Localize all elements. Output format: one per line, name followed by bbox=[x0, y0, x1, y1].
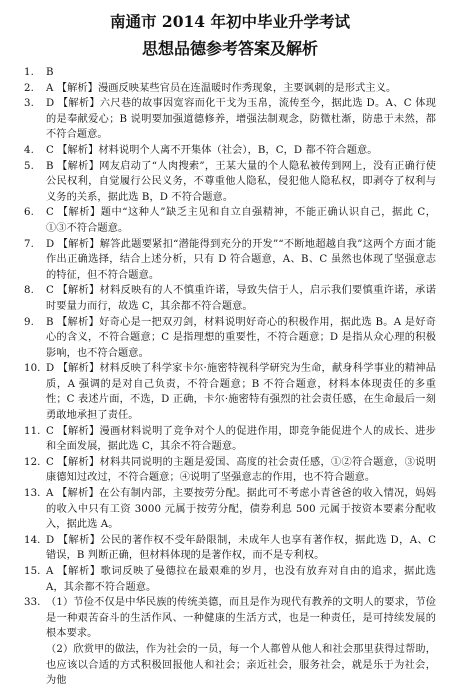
answer-item bbox=[24, 361, 436, 423]
answer-item bbox=[24, 81, 436, 97]
answer-number: 5. bbox=[24, 160, 34, 172]
answer-item bbox=[24, 96, 436, 143]
answer-text: D 【解析】材料反映了科学家卡尔·施密特视科学研究为生命，献身科学事业的精神品质，A 强调的是对自己负责，不符合题意；B 不符合题意，材料本体现责任的多重性；C 表述片面，不选，D 正确，卡尔·施密特有强烈的社会责任感，在生命最后一刻勇敢地承担了责任。 bbox=[46, 363, 436, 422]
answer-text-block bbox=[46, 595, 436, 689]
answer-number: 2. bbox=[24, 82, 34, 94]
answer-text: C 【解析】材料共同说明的主题是爱国、高度的社会责任感，①②符合题意，③说明康德知过改过，不符合题意；④说明了坚强意志的作用，也不符合题意。 bbox=[46, 456, 436, 484]
answer-text: D 【解析】公民的著作权不受年龄限制，未成年人也享有著作权，据此选 D，A、C 错误，B 判断正确，但材料体现的是著作权，而不是专利权。 bbox=[46, 534, 436, 562]
answer-number: 7. bbox=[24, 238, 34, 250]
answer-item bbox=[24, 283, 436, 314]
answer-text-continued: （2）欣赏甲的做法，作为社会的一员，每一个人都曾从他人和社会那里获得过帮助，也应该以合适的方式积极回报他人和社会；亲近社会，服务社会，就是乐于为社会，为他 bbox=[46, 643, 436, 687]
answer-text: A 【解析】歌词反映了曼德拉在最艰难的岁月，也没有放弃对自由的追求，据此选 A，其余都不符合题意。 bbox=[46, 566, 436, 593]
answer-number: 11. bbox=[24, 425, 41, 437]
answer-item bbox=[24, 205, 436, 236]
answer-number: 8. bbox=[24, 285, 34, 297]
answer-text: C 【解析】漫画材料说明了竞争对个人的促进作用，即竞争能促进个人的成长、进步和全面发展，据此选 C，其余不符合题意。 bbox=[46, 425, 436, 453]
answer-number: 9. bbox=[24, 316, 34, 328]
answer-item bbox=[24, 486, 436, 533]
answer-text: D 【解析】解答此题要紧扣“潜能得到充分的开发”“不断地超越自我”这两个方面才能作出正确选择，结合上述分析，只有 D 符合题意，A、B、C 虽然也体现了坚强意志的特征，但不符合题意。 bbox=[46, 238, 436, 281]
answer-number: 15. bbox=[24, 566, 41, 577]
document-title: 南通市 2014 年初中毕业升学考试 bbox=[110, 12, 350, 31]
answer-item bbox=[24, 595, 436, 689]
answer-item bbox=[24, 315, 436, 362]
answer-number: 4. bbox=[24, 144, 34, 156]
answer-text: A 【解析】在公有制内部，主要按劳分配。据此可不考虑小青爸爸的收入情况，妈妈的收入中只有工资 3000 元属于按劳分配，债券利息 500 元属于按资本要素分配收入，据此选 A。 bbox=[46, 488, 436, 531]
answer-number: 6. bbox=[24, 207, 34, 219]
answer-text: B 【解析】好奇心是一把双刃剑，材料说明好奇心的积极作用，据此选 B。A 是好奇心的含义，不符合题意；C 是指理想的重要性，不符合题意；D 是指从众心理的积极影响，也不符合题意。 bbox=[46, 316, 436, 359]
answer-number: 12. bbox=[24, 456, 41, 468]
answer-number: 3. bbox=[24, 98, 34, 110]
answer-text: C 【解析】题中“这种人”缺乏主见和自立自强精神，不能正确认识自己，据此 C，①③不符合题意。 bbox=[46, 207, 436, 234]
answer-list bbox=[24, 65, 436, 689]
answer-item bbox=[24, 424, 436, 455]
answer-item bbox=[24, 237, 436, 284]
answer-item bbox=[24, 143, 436, 159]
document-subtitle: 思想品德参考答案及解析 bbox=[141, 39, 318, 58]
answer-text: B bbox=[46, 67, 54, 78]
answer-number: 10. bbox=[24, 363, 41, 375]
answer-item bbox=[24, 159, 436, 206]
answer-text: C 【解析】材料反映有的人不慎重许诺，导致失信于人，启示我们要慎重许诺，承诺时要量力而行，故选 C，其余都不符合题意。 bbox=[46, 285, 436, 312]
answer-number: 13. bbox=[24, 488, 41, 500]
answer-text: D 【解析】六尺巷的故事因宽容而化干戈为玉帛，流传至今，据此选 D。A、C 体现的是奉献爱心；B 说明要加强道德修养，增强法制观念，防微杜渐，防患于未然，都不符合题意。 bbox=[46, 98, 436, 141]
answer-item bbox=[24, 455, 436, 486]
answer-text: （1）节俭不仅是中华民族的传统美德，而且是作为现代有教养的文明人的要求，节俭是一种艰苦奋斗的生活作风、一种健康的生活方式，也是一种责任，是可持续发展的根本要求。 bbox=[46, 597, 436, 640]
answer-number: 1. bbox=[24, 67, 34, 78]
answer-item bbox=[24, 65, 436, 81]
answer-item bbox=[24, 533, 436, 564]
answer-number: 14. bbox=[24, 534, 41, 546]
answer-item bbox=[24, 564, 436, 595]
answer-text: B 【解析】网友启动了“人肉搜索”，王某大量的个人隐私被传到网上，没有正确行使公民权利，自觉履行公民义务，不尊重他人隐私，侵犯他人隐私权，即剥夺了权利与义务的关系，据此选 B，D 不符合题意。 bbox=[46, 160, 436, 203]
answer-number: 33. bbox=[24, 597, 41, 609]
answer-text: A 【解析】漫画反映某些官员在连温暖时作秀现象，主要讽刺的是形式主义。 bbox=[46, 82, 397, 94]
answer-text: C 【解析】材料说明个人离不开集体（社会），B，C，D 都不符合题意。 bbox=[46, 144, 378, 156]
